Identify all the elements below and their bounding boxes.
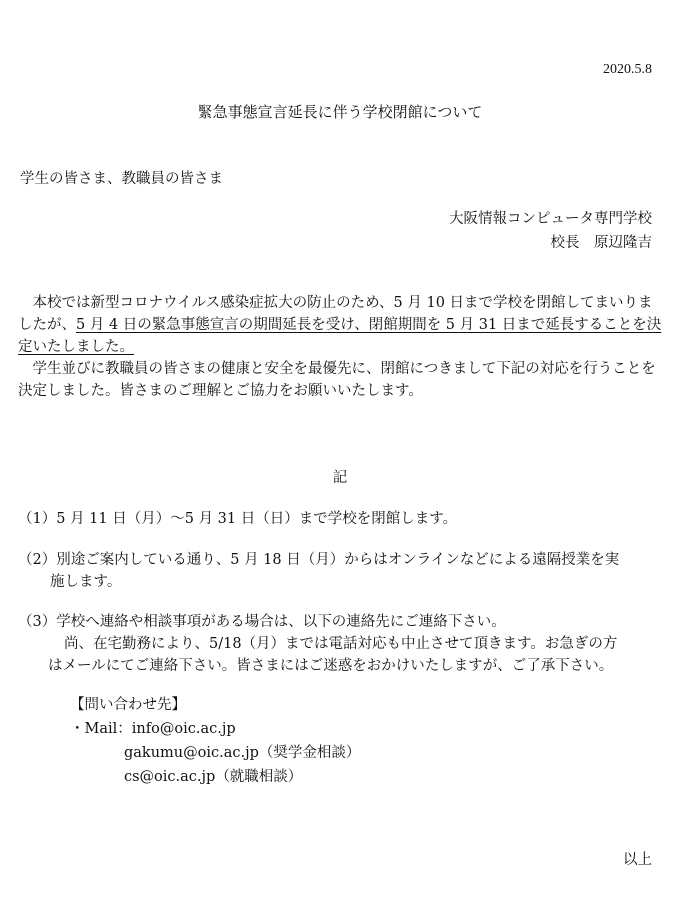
email-link-gakumu[interactable]: gakumu@oic.ac.jp (124, 745, 259, 761)
list-item-3 (18, 611, 668, 677)
document-title: 緊急事態宣言延長に伴う学校閉館について (197, 103, 483, 121)
addressee: 学生の皆さま、教職員の皆さま (20, 171, 223, 187)
notice-body (18, 292, 663, 402)
principal-name: 校長 原辺隆吉 (550, 235, 652, 251)
document-date: 2020.5.8 (603, 62, 652, 77)
item-text-line2: 尚、在宅勤務により、5/18（月）までは電話対応も中止させて頂きます。お急ぎの方 (64, 636, 618, 652)
paragraph-1 (18, 292, 663, 358)
item-text: 5 月 11 日（月）～5 月 31 日（日）まで学校を閉館します。 (56, 511, 458, 527)
issuer-block (449, 207, 652, 255)
item-text-line2: 施します。 (50, 574, 122, 590)
paragraph-1-text: 本校では新型コロナウイルス感染症拡大の防止のため、5 月 10 日まで学校を閉館してまいりましたが、 (18, 295, 653, 333)
contact-block (70, 693, 360, 789)
email-note: （奨学金相談） (258, 745, 361, 761)
mail-label: ・Mail： (70, 721, 132, 737)
item-number: （2） (18, 552, 57, 568)
item-text-line1: 別途ご案内している通り、5 月 18 日（月）からはオンラインなどによる遠隔授業を実 (56, 552, 620, 568)
paragraph-2: 学生並びに教職員の皆さまの健康と安全を最優先に、閉館につきまして下記の対応を行うことを決定しました。皆さまのご理解とご協力をお願いいたします。 (18, 361, 656, 399)
email-link-info[interactable]: info@oic.ac.jp (131, 721, 236, 737)
item-number: （1） (18, 511, 57, 527)
list-item-2 (18, 549, 668, 593)
paragraph-1-underlined: 5 月 4 日の緊急事態宣言の期間延長を受け、閉館期間を 5 月 31 日まで延長することを決定いたしました。 (18, 317, 662, 355)
email-link-cs[interactable]: cs@oic.ac.jp (124, 769, 216, 785)
item-text-line1: 学校へ連絡や相談事項がある場合は、以下の連絡先にご連絡下さい。 (56, 614, 506, 630)
contact-heading: 【問い合わせ先】 (70, 697, 186, 713)
closing-mark: 以上 (623, 852, 652, 868)
email-note: （就職相談） (215, 769, 303, 785)
item-number: （3） (18, 614, 57, 630)
school-name: 大阪情報コンピュータ専門学校 (449, 211, 652, 227)
ki-heading: 記 (332, 470, 348, 486)
list-item-1 (18, 508, 668, 530)
item-text-line3: はメールにてご連絡下さい。皆さまにはご迷惑をおかけいたしますが、ご了承下さい。 (48, 658, 614, 674)
